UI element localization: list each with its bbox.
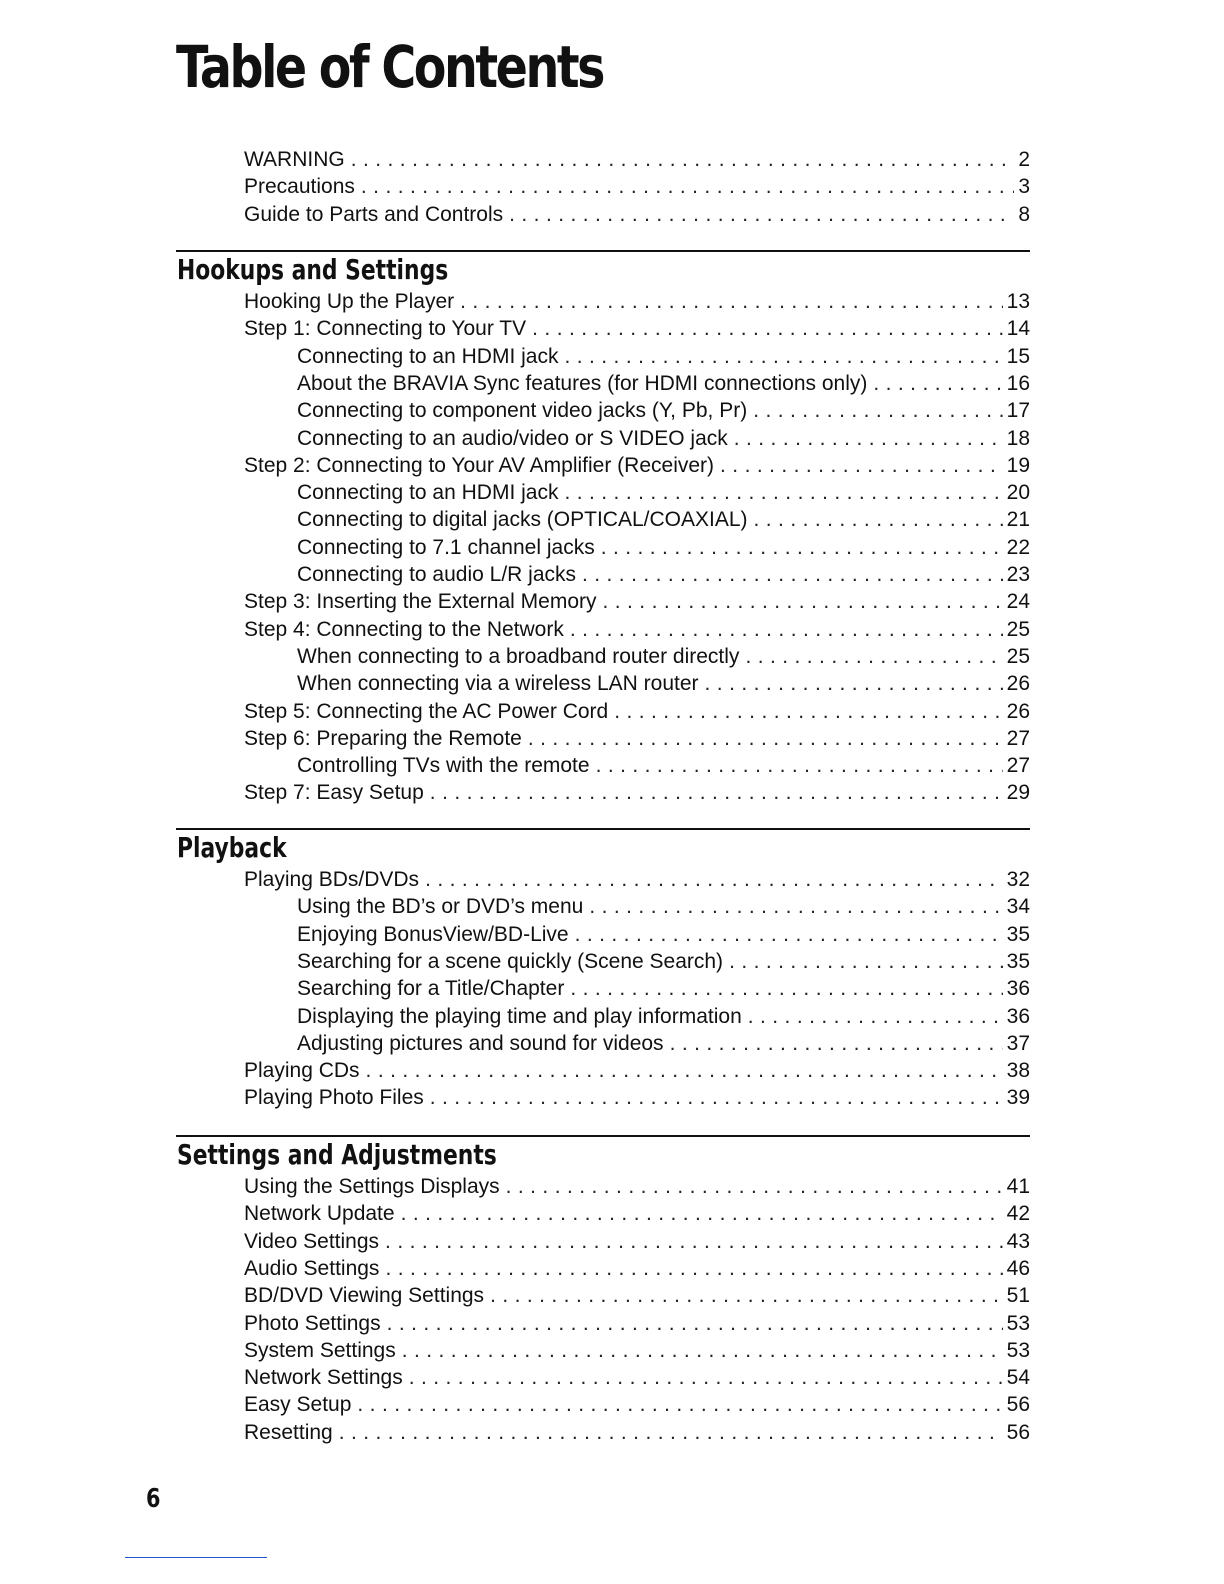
toc-entry[interactable]	[244, 779, 1030, 806]
toc-entry[interactable]	[297, 1030, 1030, 1057]
section-heading: Playback	[177, 831, 287, 864]
toc-entry-page: 13	[1006, 290, 1030, 313]
toc-entry-page: 51	[1006, 1284, 1030, 1308]
toc-entry-title: Searching for a scene quickly (Scene Search)	[297, 949, 724, 973]
dot-leader	[385, 1228, 1003, 1255]
toc-entry-title: When connecting to a broadband router directly	[297, 644, 740, 668]
dot-leader	[460, 288, 1003, 315]
toc-entry[interactable]	[297, 948, 1030, 975]
dot-leader	[582, 561, 1003, 588]
toc-entry-page: 27	[1006, 726, 1030, 750]
dot-leader	[402, 1337, 1003, 1364]
toc-entry[interactable]	[244, 1337, 1030, 1364]
dot-leader	[570, 975, 1002, 1002]
dot-leader	[753, 397, 1002, 424]
toc-entry[interactable]	[244, 1391, 1030, 1418]
section-divider	[176, 828, 1030, 830]
dot-leader	[589, 893, 1002, 920]
toc-entry-title: Hooking Up the Player	[244, 290, 455, 313]
toc-entry-page: 14	[1006, 317, 1030, 341]
dot-leader	[575, 921, 1003, 948]
dot-leader	[425, 866, 1003, 893]
toc-entry-page: 26	[1006, 672, 1030, 696]
dot-leader	[506, 1173, 1003, 1200]
toc-entry-title: Connecting to audio L/R jacks	[297, 563, 576, 586]
dot-leader	[430, 779, 1003, 806]
toc-entry[interactable]	[244, 1228, 1030, 1255]
dot-leader	[748, 1003, 1003, 1030]
toc-entry-title: Connecting to component video jacks (Y, Pb, Pr)	[297, 399, 748, 423]
toc-entry-title: Connecting to 7.1 channel jacks	[297, 535, 595, 559]
dot-leader	[357, 1391, 1002, 1418]
toc-entry[interactable]	[297, 343, 1030, 370]
toc-entry-page: 23	[1006, 563, 1030, 586]
toc-entry[interactable]	[297, 643, 1030, 670]
toc-entry-page: 41	[1006, 1175, 1030, 1198]
dot-leader	[509, 201, 1014, 228]
toc-entry-title: Step 1: Connecting to Your TV	[244, 317, 527, 341]
toc-entry-page: 19	[1006, 453, 1030, 477]
dot-leader	[754, 506, 1003, 533]
toc-entry-page: 15	[1006, 344, 1030, 368]
toc-entry[interactable]	[244, 866, 1030, 893]
toc-entry[interactable]	[244, 1364, 1030, 1391]
toc-entry-page: 3	[1018, 175, 1030, 199]
toc-entry-title: Photo Settings	[244, 1311, 381, 1335]
dot-leader	[873, 370, 1002, 397]
dot-leader	[670, 1030, 1003, 1057]
toc-entry[interactable]	[244, 1084, 1030, 1111]
toc-entry-title: System Settings	[244, 1338, 396, 1362]
dot-leader	[409, 1364, 1003, 1391]
dot-leader	[601, 534, 1003, 561]
toc-entry-page: 37	[1006, 1031, 1030, 1055]
toc-entry-page: 32	[1006, 868, 1030, 891]
toc-entry-page: 8	[1018, 202, 1030, 226]
toc-entry[interactable]	[244, 1282, 1030, 1309]
footer-divider	[125, 1557, 267, 1558]
toc-entry-page: 26	[1006, 699, 1030, 723]
toc-entry[interactable]	[297, 479, 1030, 506]
toc-entry-title: Step 4: Connecting to the Network	[244, 617, 564, 641]
toc-entry[interactable]	[244, 698, 1030, 725]
dot-leader	[385, 1255, 1002, 1282]
section-divider	[176, 250, 1030, 252]
dot-leader	[339, 1419, 1003, 1446]
toc-entry-page: 34	[1006, 895, 1030, 919]
toc-entry[interactable]	[297, 506, 1030, 533]
toc-entry-page: 20	[1006, 481, 1030, 505]
toc-entry-title: Adjusting pictures and sound for videos	[297, 1031, 664, 1055]
toc-entry-page: 43	[1006, 1229, 1030, 1253]
dot-leader	[570, 616, 1003, 643]
dot-leader	[720, 452, 1003, 479]
toc-entry[interactable]	[244, 1419, 1030, 1446]
toc-entry-title: BD/DVD Viewing Settings	[244, 1284, 485, 1308]
toc-entry-title: Playing CDs	[244, 1059, 360, 1083]
toc-entry[interactable]	[244, 288, 1030, 315]
toc-entry[interactable]	[244, 1310, 1030, 1337]
toc-entry-title: Step 3: Inserting the External Memory	[244, 590, 597, 614]
toc-entry-title: Precautions	[244, 175, 355, 199]
dot-leader	[745, 643, 1002, 670]
toc-entry-title: Connecting to digital jacks (OPTICAL/COAXIAL)	[297, 508, 748, 532]
toc-entry-title: Connecting to an HDMI jack	[297, 344, 559, 368]
toc-entry[interactable]	[297, 561, 1030, 588]
dot-leader	[603, 588, 1003, 615]
toc-entry-page: 29	[1006, 781, 1030, 805]
toc-entry-title: Using the BD’s or DVD’s menu	[297, 895, 584, 919]
toc-entry[interactable]	[297, 534, 1030, 561]
page-number: 6	[146, 1484, 161, 1514]
toc-entry-title: Resetting	[244, 1420, 333, 1444]
toc-entry-title: When connecting via a wireless LAN router	[297, 672, 699, 696]
toc-entry-title: Network Update	[244, 1202, 395, 1226]
toc-entry-page: 38	[1006, 1059, 1030, 1083]
toc-entry-title: Playing Photo Files	[244, 1086, 424, 1110]
dot-leader	[401, 1200, 1003, 1227]
dot-leader	[596, 752, 1003, 779]
toc-entry[interactable]	[244, 725, 1030, 752]
toc-entry[interactable]	[244, 1057, 1030, 1084]
toc-entry-page: 24	[1006, 590, 1030, 614]
toc-entry-title: Step 2: Connecting to Your AV Amplifier (Receiver)	[244, 453, 715, 477]
toc-entry-title: Using the Settings Displays	[244, 1175, 500, 1198]
dot-leader	[366, 1057, 1003, 1084]
toc-entry[interactable]	[297, 425, 1030, 452]
dot-leader	[705, 670, 1003, 697]
dot-leader	[729, 948, 1003, 975]
toc-entry-page: 35	[1006, 949, 1030, 973]
toc-entry-page: 53	[1006, 1338, 1030, 1362]
toc-entry-title: Connecting to an audio/video or S VIDEO jack	[297, 426, 728, 450]
toc-entry[interactable]	[297, 370, 1030, 397]
toc-entry-title: Connecting to an HDMI jack	[297, 481, 559, 505]
toc-entry-title: Guide to Parts and Controls	[244, 202, 504, 226]
dot-leader	[351, 146, 1015, 173]
toc-entry[interactable]	[244, 201, 1030, 228]
toc-entry-title: Easy Setup	[244, 1393, 352, 1417]
toc-entry-page: 25	[1006, 617, 1030, 641]
toc-entry-title: WARNING	[244, 148, 345, 171]
toc-entry-page: 27	[1006, 754, 1030, 778]
toc-entry-page: 42	[1006, 1202, 1030, 1226]
toc-entry-page: 39	[1006, 1086, 1030, 1110]
dot-leader	[734, 425, 1003, 452]
toc-entry-title: Step 6: Preparing the Remote	[244, 726, 522, 750]
toc-entry-title: About the BRAVIA Sync features (for HDMI connections only)	[297, 371, 868, 395]
toc-entry[interactable]	[244, 1200, 1030, 1227]
toc-entry-page: 35	[1006, 922, 1030, 946]
toc-entry[interactable]	[297, 893, 1030, 920]
toc-entry[interactable]	[297, 1003, 1030, 1030]
dot-leader	[430, 1084, 1003, 1111]
toc-entry[interactable]	[244, 146, 1030, 173]
toc-entry-title: Network Settings	[244, 1366, 403, 1390]
dot-leader	[564, 343, 1002, 370]
toc-entry-page: 16	[1006, 371, 1030, 395]
dot-leader	[614, 698, 1002, 725]
toc-entry[interactable]	[297, 752, 1030, 779]
toc-entry-page: 2	[1018, 148, 1030, 171]
toc-entry[interactable]	[244, 315, 1030, 342]
toc-entry-page: 25	[1006, 644, 1030, 668]
toc-entry[interactable]	[297, 975, 1030, 1002]
toc-entry-title: Controlling TVs with the remote	[297, 754, 590, 778]
toc-entry-page: 36	[1006, 977, 1030, 1001]
dot-leader	[387, 1310, 1003, 1337]
toc-entry-page: 56	[1006, 1393, 1030, 1417]
dot-leader	[528, 725, 1003, 752]
toc-entry-page: 22	[1006, 535, 1030, 559]
toc-entry-page: 36	[1006, 1004, 1030, 1028]
toc-entry[interactable]	[297, 670, 1030, 697]
toc-entry-page: 46	[1006, 1256, 1030, 1280]
toc-entry-page: 17	[1006, 399, 1030, 423]
section-divider	[176, 1135, 1030, 1137]
toc-entry[interactable]	[297, 397, 1030, 424]
toc-entry[interactable]	[244, 452, 1030, 479]
toc-entry-page: 18	[1006, 426, 1030, 450]
page-title: Table of Contents	[176, 33, 604, 101]
toc-entry-page: 53	[1006, 1311, 1030, 1335]
dot-leader	[532, 315, 1002, 342]
toc-entry-page: 21	[1006, 508, 1030, 532]
toc-entry[interactable]	[244, 1173, 1030, 1200]
toc-entry[interactable]	[297, 921, 1030, 948]
section-heading: Settings and Adjustments	[177, 1138, 497, 1171]
toc-entry-page: 56	[1006, 1420, 1030, 1444]
toc-entry[interactable]	[244, 173, 1030, 200]
toc-entry-title: Audio Settings	[244, 1256, 380, 1280]
toc-entry-title: Enjoying BonusView/BD-Live	[297, 922, 569, 946]
toc-entry-title: Playing BDs/DVDs	[244, 868, 420, 891]
dot-leader	[361, 173, 1014, 200]
toc-entry-title: Video Settings	[244, 1229, 380, 1253]
toc-entry-title: Step 5: Connecting the AC Power Cord	[244, 699, 609, 723]
toc-entry[interactable]	[244, 588, 1030, 615]
dot-leader	[564, 479, 1002, 506]
toc-entry[interactable]	[244, 616, 1030, 643]
toc-entry[interactable]	[244, 1255, 1030, 1282]
dot-leader	[490, 1282, 1003, 1309]
toc-entry-title: Displaying the playing time and play information	[297, 1004, 742, 1028]
toc-entry-title: Searching for a Title/Chapter	[297, 977, 565, 1001]
section-heading: Hookups and Settings	[177, 253, 449, 286]
toc-entry-page: 54	[1006, 1366, 1030, 1390]
toc-entry-title: Step 7: Easy Setup	[244, 781, 424, 805]
